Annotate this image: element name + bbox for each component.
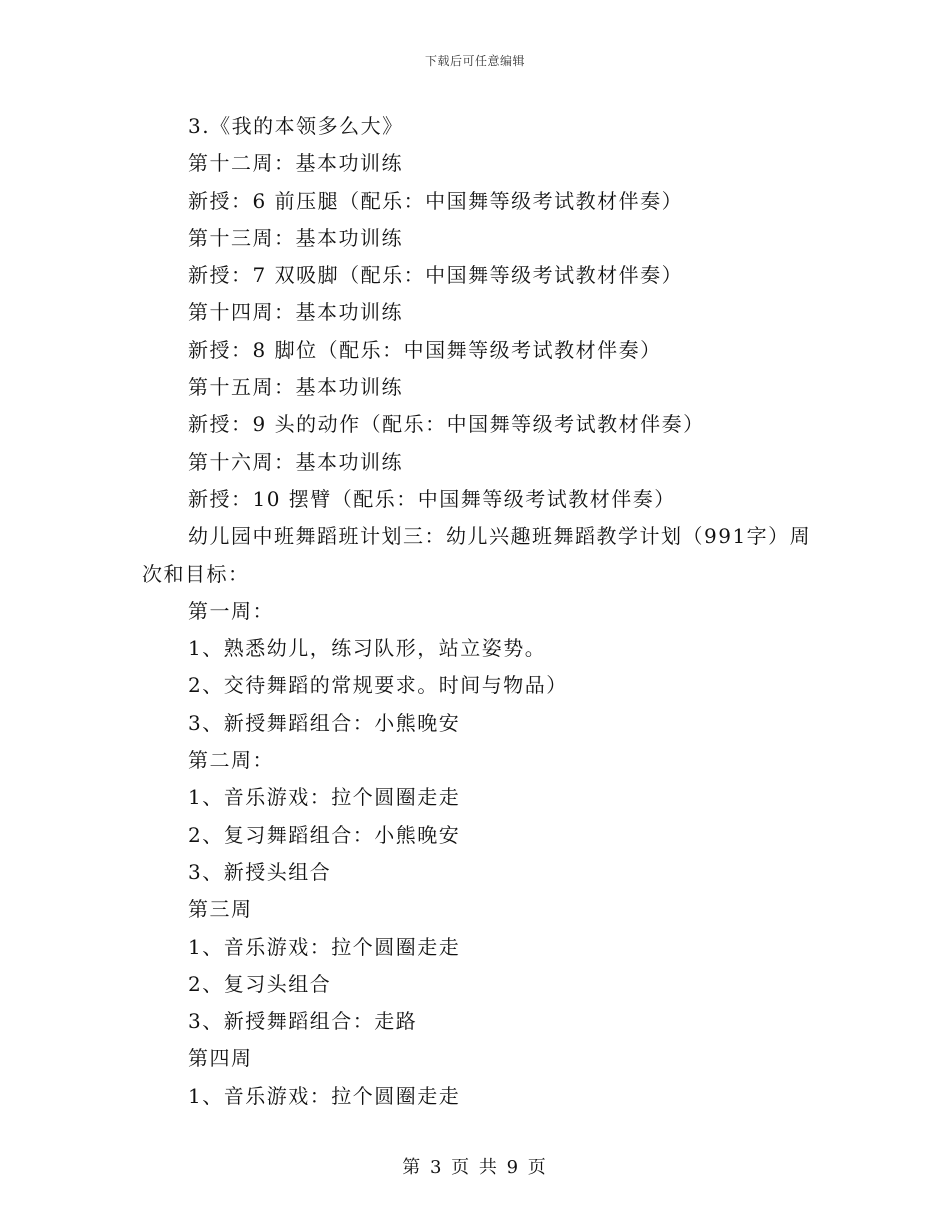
text-line: 新授：9 头的动作（配乐：中国舞等级考试教材伴奏） <box>188 412 705 437</box>
text-line: 第十六周：基本功训练 <box>188 449 403 474</box>
text-line: 3、新授舞蹈组合：小熊晚安 <box>188 710 461 735</box>
text-line: 新授：6 前压腿（配乐：中国舞等级考试教材伴奏） <box>188 188 684 213</box>
week-heading: 第二周： <box>188 748 274 773</box>
page-header: 下载后可任意编辑 <box>424 54 525 68</box>
text-line: 1、音乐游戏：拉个圆圈走走 <box>188 785 461 810</box>
text-line: 1、音乐游戏：拉个圆圈走走 <box>188 1083 461 1108</box>
text-line: 1、音乐游戏：拉个圆圈走走 <box>188 934 461 959</box>
week-heading: 第四周 <box>188 1046 253 1071</box>
week-heading: 第一周： <box>188 598 274 623</box>
text-line: 新授：8 脚位（配乐：中国舞等级考试教材伴奏） <box>188 337 662 362</box>
section-title: 幼儿园中班舞蹈班计划三：幼儿兴趣班舞蹈教学计划（991字）周次和目标： <box>142 524 812 586</box>
text-line: 3.《我的本领多么大》 <box>188 114 404 138</box>
text-line: 新授：10 摆臂（配乐：中国舞等级考试教材伴奏） <box>188 486 676 511</box>
text-line: 第十二周：基本功训练 <box>188 151 403 176</box>
week-heading: 第三周 <box>188 897 253 922</box>
text-line: 第十三周：基本功训练 <box>188 225 403 250</box>
text-line: 3、新授头组合 <box>188 859 332 884</box>
page-footer: 第 3 页 共 9 页 <box>402 1157 548 1178</box>
text-line: 2、复习头组合 <box>188 971 332 996</box>
text-line: 2、复习舞蹈组合：小熊晚安 <box>188 822 461 847</box>
document-body <box>142 108 822 1115</box>
text-line: 2、交待舞蹈的常规要求。时间与物品） <box>188 673 568 698</box>
text-line: 第十五周：基本功训练 <box>188 375 403 400</box>
text-line: 第十四周：基本功训练 <box>188 300 403 325</box>
text-line: 3、新授舞蹈组合：走路 <box>188 1009 418 1034</box>
text-line: 新授：7 双吸脚（配乐：中国舞等级考试教材伴奏） <box>188 263 684 288</box>
text-line: 1、熟悉幼儿，练习队形，站立姿势。 <box>188 636 547 661</box>
